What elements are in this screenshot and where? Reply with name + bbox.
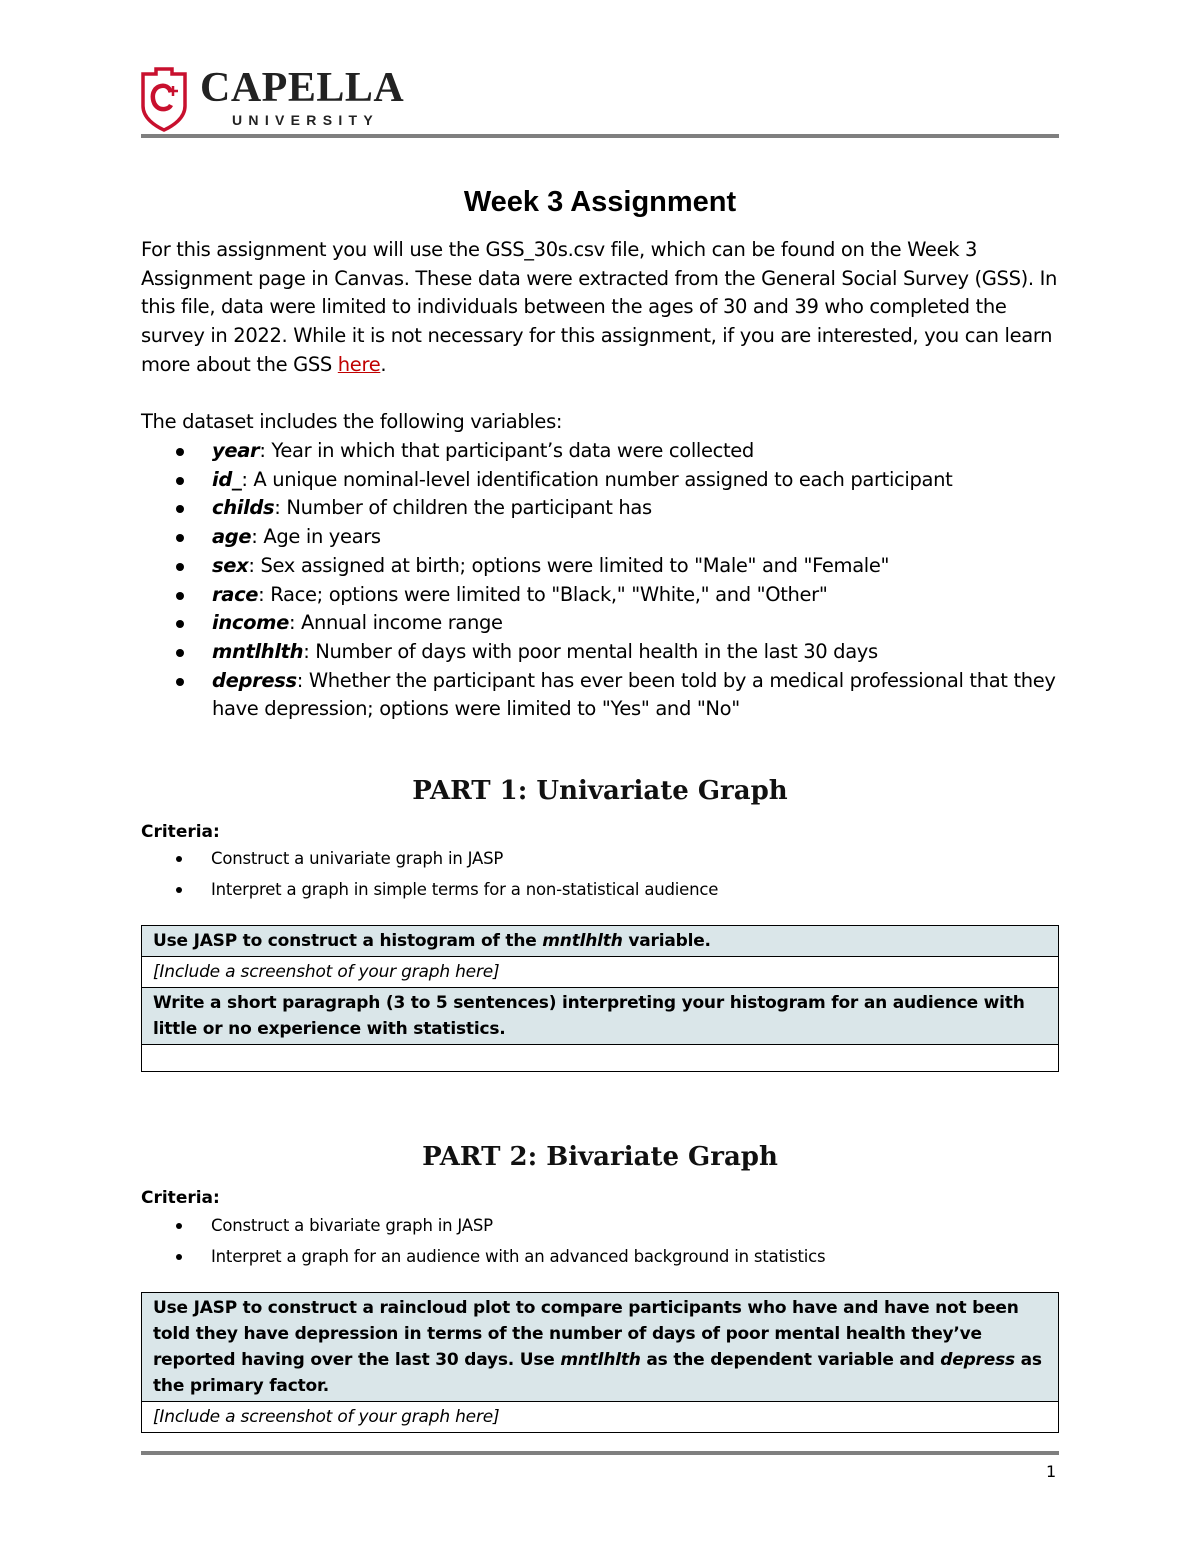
gss-link[interactable]: here [337,352,381,376]
instruction-text: Use JASP to construct a raincloud plot to compare participants who have and have not been told they have depression in terms of the number of days of poor mental health they’ve reported having over the last 30 days. Use [153,1298,1019,1370]
instruction-term: mntlhlth [560,1350,641,1370]
part2-screenshot-cell[interactable]: [Include a screenshot of your graph here] [142,1402,1059,1433]
part1-instruction-cell [142,926,1059,957]
list-item: Construct a bivariate graph in JASP [141,1210,1059,1241]
variable-term: mntlhlth [212,639,304,663]
list-item [141,638,1059,667]
part2-title: PART 2: Bivariate Graph [422,1142,778,1172]
list-item [141,609,1059,638]
list-item: Construct a univariate graph in JASP [141,843,1059,874]
list-item [141,667,1059,724]
variable-term: id_ [212,467,242,491]
logo-name: CAPELLA [200,65,405,111]
variable-desc: : Sex assigned at birth; options were limited to "Male" and "Female" [248,553,890,577]
part1-criteria-list [141,843,1059,905]
variable-term: race [212,582,259,606]
list-item [141,581,1059,610]
variable-desc: : Year in which that participant’s data were collected [259,439,754,462]
part1-paragraph-instruction-cell: Write a short paragraph (3 to 5 sentences) interpreting your histogram for an audience with little or no experience with statistics. [142,988,1059,1045]
footer-divider [141,1451,1059,1455]
part1-answer-cell[interactable] [142,1045,1059,1072]
part1-title: PART 1: Univariate Graph [412,776,788,806]
part1-task-table [141,925,1059,1072]
instruction-term: depress [940,1350,1015,1370]
list-item [141,437,1059,466]
instruction-term: mntlhlth [542,931,623,951]
variable-desc: : Annual income range [288,611,503,635]
intro-text: For this assignment you will use the GSS_30s.csv file, which can be found on the Week 3 Assignment page in Canvas. These data were extracted from the General Social Survey (GSS). In this file, data were limited to individuals between the ages of 30 and 39 who completed the survey in 2022. While it is not necessary for this assignment, if you are interested, you can learn more about the GSS [141,238,1057,376]
variable-desc: : Age in years [251,525,381,549]
variable-desc: : Race; options were limited to "Black," "White," and "Other" [258,582,828,606]
part2-criteria-list [141,1210,1059,1272]
instruction-text-end: as the primary factor. [153,1350,1042,1396]
intro-text-end: . [380,352,387,376]
list-item: Interpret a graph for an audience with an advanced background in statistics [141,1241,1059,1272]
logo-subtitle: UNIVERSITY [232,112,380,128]
page-title: Week 3 Assignment [463,186,737,218]
part2-task-table [141,1292,1059,1433]
part1-criteria-label: Criteria: [141,822,220,842]
list-item: Interpret a graph in simple terms for a non-statistical audience [141,874,1059,905]
instruction-text: as the dependent variable and [640,1350,941,1370]
part2-instruction-cell [142,1293,1059,1402]
list-item [141,494,1059,523]
variable-term: childs [212,496,275,520]
capella-logo [140,66,404,134]
variable-term: year [212,439,260,462]
instruction-text-end: variable. [622,931,711,951]
header-divider [141,134,1059,138]
variable-desc: : Number of days with poor mental health in the last 30 days [303,639,878,663]
variable-desc: : Whether the participant has ever been told by a medical professional that they have depression; options were limited to "Yes" and "No" [212,668,1056,721]
variable-desc: : A unique nominal-level identification number assigned to each participant [241,467,953,491]
instruction-text: Use JASP to construct a histogram of the [153,931,543,951]
variable-term: depress [212,668,297,692]
part2-criteria-label: Criteria: [141,1188,220,1208]
variable-term: sex [212,553,249,577]
variables-heading: The dataset includes the following variables: [141,410,563,433]
part1-screenshot-cell[interactable]: [Include a screenshot of your graph here] [142,957,1059,988]
variable-term: age [212,525,252,549]
intro-paragraph [141,236,1059,380]
list-item [141,552,1059,581]
variable-term: income [212,611,289,635]
list-item [141,466,1059,495]
page-number: 1 [1046,1462,1057,1481]
variable-desc: : Number of children the participant has [274,496,652,520]
list-item [141,523,1059,552]
shield-logo-icon [140,66,188,132]
variables-list [141,437,1059,724]
